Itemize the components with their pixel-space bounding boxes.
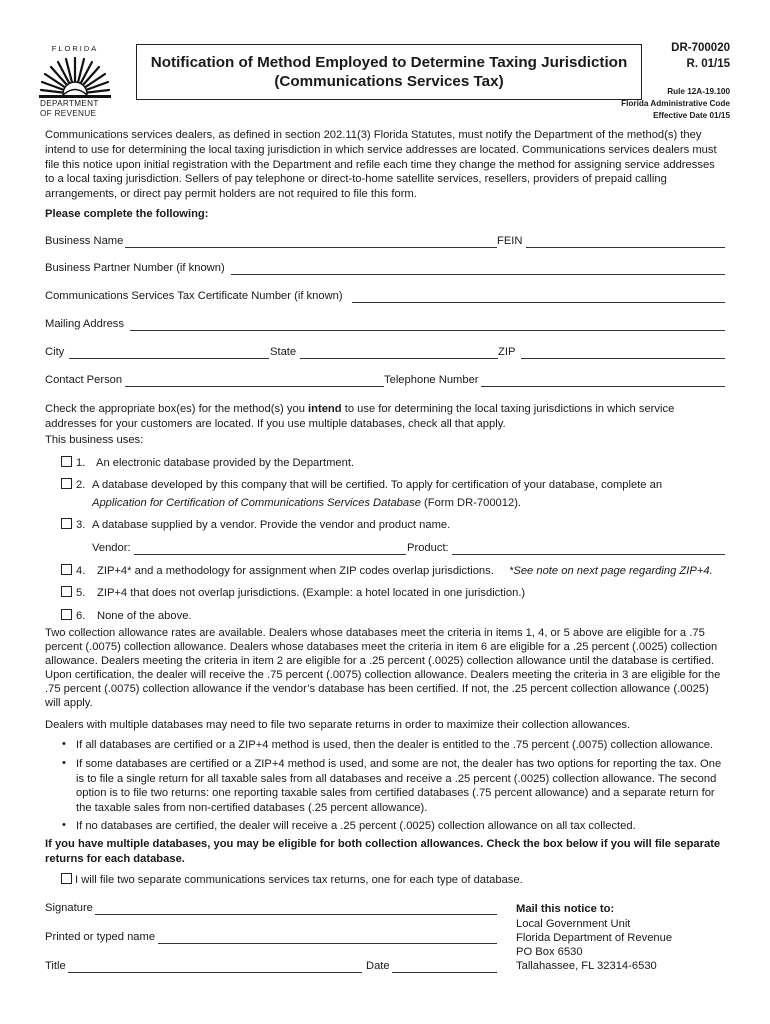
bullet-3-symbol: • <box>62 819 66 831</box>
bullet-3-text: If no databases are certified, the dealer will receive a .25 percent (.0025) collection allowance on all tax collected. <box>76 820 636 832</box>
form-number: DR-700020 <box>671 42 730 54</box>
form-title: Notification of Method Employed to Determine Taxing Jurisdiction <box>150 54 628 71</box>
option-3-number: 3. <box>76 519 86 531</box>
mail-line-4: Tallahassee, FL 32314-6530 <box>516 960 657 972</box>
bullet-2-text: If some databases are certified or a ZIP+4 method is used, and some are not, the dealer has two options for reporting the tax. One is to file a single return for all taxable sales from all databases and receive a .25 percent (.0025) collection allowance. The second option is to file two returns: one reporting taxable sales from certified databases (.75 percent allowance) and a separate return for the taxable sales from non-certified databases (.25 percent allowance). <box>76 758 722 814</box>
logo-dept-text: DEPARTMENT OF REVENUE <box>40 99 99 118</box>
option-2-form-reference: Application for Certification of Communications Services Database (Form DR-700012). <box>92 497 522 509</box>
certificate-number-line[interactable] <box>352 302 725 303</box>
vendor-label: Vendor: <box>92 542 131 554</box>
zip-label: ZIP <box>498 346 516 358</box>
intro-paragraph: Communications services dealers, as defined in section 202.11(3) Florida Statutes, must notify the Department of the method(s) they intend to use for determining the local taxing jurisdiction in which service addresses are located. Communications services dealers must file this notice upon initial registration with the Department and refile each time they change the method for assigning service addresses to a local taxing jurisdiction. Sellers of pay telephone or direct-to-home satellite services, resellers, providers of prepaid calling arrangements, or direct pay permit holders are not required to file this form. <box>45 129 717 201</box>
option-3-checkbox[interactable] <box>61 518 72 529</box>
option-4-number: 4. <box>76 565 86 577</box>
contact-person-label: Contact Person <box>45 374 123 386</box>
mailing-address-line[interactable] <box>130 330 725 331</box>
option-2-checkbox[interactable] <box>61 478 72 489</box>
option-4-note: *See note on next page regarding ZIP+4. <box>509 565 713 577</box>
option-6-number: 6. <box>76 610 86 622</box>
title-line[interactable] <box>68 972 362 973</box>
vendor-line[interactable] <box>134 554 406 555</box>
revision: R. 01/15 <box>686 58 730 70</box>
city-line[interactable] <box>69 358 269 359</box>
multiple-databases-note: If you have multiple databases, you may be eligible for both collection allowances. Check the box below if you will file separate returns for each database. <box>45 838 721 865</box>
option-6-text: None of the above. <box>97 610 192 622</box>
mail-heading: Mail this notice to: <box>516 903 615 915</box>
two-returns-text: I will file two separate communications services tax returns, one for each type of database. <box>75 874 523 886</box>
two-returns-checkbox[interactable] <box>61 873 72 884</box>
mail-line-1: Local Government Unit <box>516 918 631 930</box>
option-2-text: A database developed by this company that will be certified. To apply for certification of your database, complete an <box>92 479 663 491</box>
product-line[interactable] <box>452 554 725 555</box>
certificate-number-label: Communications Services Tax Certificate Number (if known) <box>45 290 343 302</box>
partner-number-line[interactable] <box>231 274 725 275</box>
telephone-label: Telephone Number <box>384 374 479 386</box>
product-label: Product: <box>407 542 449 554</box>
effective-date-text: Effective Date 01/15 <box>653 111 730 120</box>
rule-text: Rule 12A-19.100 <box>667 87 730 96</box>
admin-code-text: Florida Administrative Code <box>621 99 730 108</box>
mail-line-3: PO Box 6530 <box>516 946 583 958</box>
date-label: Date <box>366 960 390 972</box>
mailing-address-label: Mailing Address <box>45 318 124 330</box>
option-6-checkbox[interactable] <box>61 609 72 620</box>
option-3-text: A database supplied by a vendor. Provide the vendor and product name. <box>92 519 451 531</box>
contact-person-line[interactable] <box>125 386 384 387</box>
printed-name-line[interactable] <box>158 943 497 944</box>
state-line[interactable] <box>300 358 498 359</box>
bullet-1-symbol: • <box>62 738 66 750</box>
telephone-line[interactable] <box>481 386 725 387</box>
option-5-number: 5. <box>76 587 86 599</box>
option-4-checkbox[interactable] <box>61 564 72 575</box>
option-5-text: ZIP+4 that does not overlap jurisdictions. (Example: a hotel located in one jurisdiction.) <box>97 587 526 599</box>
title-box <box>136 44 642 100</box>
logo-state-text: FLORIDA <box>51 44 99 53</box>
bullet-2-symbol: • <box>62 757 66 769</box>
mail-line-2: Florida Department of Revenue <box>516 932 673 944</box>
fein-line[interactable] <box>526 247 725 248</box>
option-1-checkbox[interactable] <box>61 456 72 467</box>
multiple-databases-paragraph: Dealers with multiple databases may need to file two separate returns in order to maximize their collection allowances. <box>45 719 631 731</box>
signature-label: Signature <box>45 902 93 914</box>
partner-number-label: Business Partner Number (if known) <box>45 262 225 274</box>
city-label: City <box>45 346 65 358</box>
option-2-number: 2. <box>76 479 86 491</box>
dor-logo <box>34 44 116 124</box>
option-1-text: An electronic database provided by the Department. <box>96 457 355 469</box>
business-uses-label: This business uses: <box>45 434 144 446</box>
state-label: State <box>270 346 297 358</box>
check-instructions: Check the appropriate box(es) for the method(s) you intend to use for determining the local taxing jurisdictions in which service addresses for your customers are located. If you use multiple databases, check all that apply. <box>45 403 675 430</box>
title-label: Title <box>45 960 66 972</box>
printed-name-label: Printed or typed name <box>45 931 156 943</box>
option-5-checkbox[interactable] <box>61 586 72 597</box>
zip-line[interactable] <box>521 358 725 359</box>
fein-label: FEIN <box>497 235 523 247</box>
business-name-line[interactable] <box>125 247 497 248</box>
business-name-label: Business Name <box>45 235 124 247</box>
form-subtitle: (Communications Services Tax) <box>274 73 504 90</box>
sunburst-icon <box>39 54 111 98</box>
option-4-text: ZIP+4* and a methodology for assignment when ZIP codes overlap jurisdictions. <box>97 565 494 577</box>
bullet-1-text: If all databases are certified or a ZIP+4 method is used, then the dealer is entitled to the .75 percent (.0075) collection allowance. <box>76 739 714 751</box>
allowance-paragraph: Two collection allowance rates are available. Dealers whose databases meet the criteria in items 1, 4, or 5 above are eligible for a .75 percent (.0075) collection allowance. Dealers whose databases meet the criteria in item 6 are eligible for a .25 percent (.0025) collection allowance. Dealers meeting the criteria in item 2 are eligible for a .25 percent (.0025) collection allowance until the database is certified. Upon certification, the dealer will receive the .75 percent (.0075) collection allowance. Dealers meeting the criteria in 3 are eligible for the .75 percent (.0075) collection allowance if the vendor’s database has been certified. If not, the .25 percent collection allowance (.0025) will apply. <box>45 627 721 709</box>
please-complete-heading: Please complete the following: <box>45 208 209 220</box>
date-line[interactable] <box>392 972 497 973</box>
option-1-number: 1. <box>76 457 86 469</box>
signature-line[interactable] <box>95 914 497 915</box>
